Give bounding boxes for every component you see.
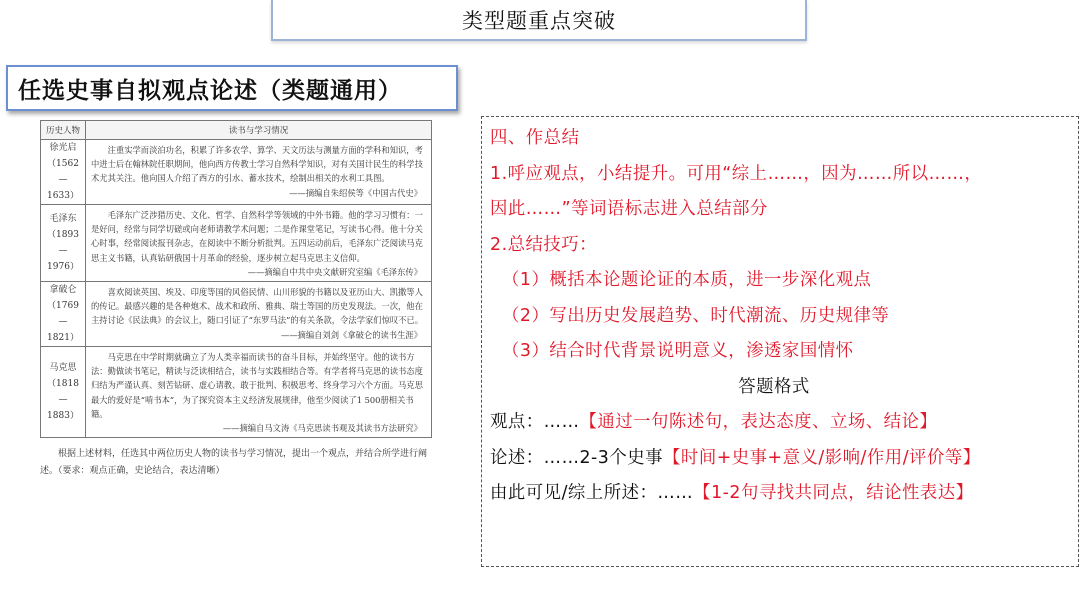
reading-cell — [86, 347, 432, 438]
reading-text: 毛泽东广泛涉猎历史、文化、哲学、自然科学等领域的中外书籍。他的学习习惯有：一是好问，经常与同学切磋或向老师请教学术问题；二是作课堂笔记，写读书心得。他十分关心时事，经常阅读报刊杂志，在阅读中不断分析批判。五四运动前后，毛泽东广泛阅读马克思主义书籍，认真钻研俄国十月革命的经验，逐步树立起马克思主义信仰。 — [91, 210, 423, 263]
reading-cell — [86, 282, 432, 347]
column-header-person: 历史人物 — [41, 121, 86, 140]
technique-3: （3）结合时代背景说明意义，渗透家国情怀 — [502, 341, 854, 361]
table-header-row — [41, 121, 432, 140]
format-label: 由此可见/综上所述：…… — [490, 483, 694, 503]
header-title: 类型题重点突破 — [462, 8, 616, 33]
format-title: 答题格式 — [738, 376, 810, 397]
history-table — [40, 120, 432, 438]
header-title-box — [271, 0, 807, 41]
technique-2: （2）写出历史发展趋势、时代潮流、历史规律等 — [502, 305, 890, 326]
table-row — [41, 205, 432, 282]
table-row — [41, 347, 432, 438]
person-name: 徐光启 （1562— 1633） — [41, 140, 86, 205]
summary-point-1-cont: 因此……”等词语标志进入总结部分 — [490, 199, 768, 219]
source-material — [40, 120, 432, 480]
format-hint: 【1-2句寻找共同点，结论性表达】 — [693, 483, 974, 503]
technique-1: （1）概括本论题论证的本质，进一步深化观点 — [502, 270, 872, 290]
reading-source: ——摘编自朱绍侯等《中国古代史》 — [289, 187, 422, 198]
reading-text: 喜欢阅读英国、埃及、印度等国的风俗民情、山川形貌的书籍以及亚历山大、凯撒等人的传记。最感兴趣的是各种炮术、战术和政所、雅典、瑞士等国的历史发现法。一次，他在主持讨论《民法典》的会议上，随口引证了“东罗马法”的有关条款，令法学家们惊叹不已。 — [91, 287, 424, 326]
section-title: 任选史事自拟观点论述（类题通用） — [18, 77, 402, 104]
person-name: 拿破仑 （1769— 1821） — [41, 282, 86, 347]
summary-point-1: 1.呼应观点，小结提升。可用“综上……，因为……所以……， — [490, 163, 983, 184]
summary-box — [481, 116, 1079, 567]
table-row — [41, 282, 432, 347]
format-hint: 【时间+史事+意义/影响/作用/评价等】 — [663, 447, 981, 468]
format-label: 观点：…… — [490, 412, 580, 432]
summary-heading: 四、作总结 — [490, 128, 580, 148]
question-text: 根据上述材料，任选其中两位历史人物的读书与学习情况，提出一个观点，并结合所学进行阐述。（要求：观点正确，史论结合，表达清晰） — [40, 449, 428, 477]
format-label: 论述：……2-3个史事 — [490, 447, 664, 468]
person-name: 马克思 （1818— 1883） — [41, 347, 86, 438]
reading-source: ——摘编自马文涛《马克思读书观及其读书方法研究》 — [222, 423, 422, 434]
reading-source: ——摘编自刘剑《拿破仑的读书生涯》 — [280, 329, 422, 340]
section-title-box — [6, 65, 458, 111]
reading-text: 马克思在中学时期就确立了为人类幸福而读书的奋斗目标，并始终坚守。他的读书方法：勤做读书笔记，精读与泛读相结合，读书与实践相结合等。有学者将马克思的读书态度归结为严谨认真、刻苦钻研、虚心请教、敢于批判、积极思考、终身学习六个方面。马克思最大的爱好是“啃书本”，为了探究资本主义经济发展规律，他至少阅读了1 500册相关书籍。 — [91, 352, 423, 419]
reading-text: 注重实学而淡泊功名，积累了许多农学、算学、天文历法与测量方面的学科和知识，考中进士后在翰林院任职期间，他向西方传教士学习自然科学知识，对有关国计民生的科学技术尤其关注。他向国人介绍了西方的引水、蓄水技术，绘制出相关的水利工具图。 — [91, 145, 423, 184]
table-row — [41, 140, 432, 205]
summary-point-2: 2.总结技巧： — [490, 234, 598, 255]
format-line-conclusion — [490, 476, 1078, 512]
reading-cell — [86, 140, 432, 205]
format-line-viewpoint — [490, 405, 1078, 441]
reading-source: ——摘编自中共中央文献研究室编《毛泽东传》 — [247, 266, 422, 277]
reading-cell — [86, 205, 432, 282]
format-line-argument — [490, 441, 1078, 477]
format-hint: 【通过一句陈述句，表达态度、立场、结论】 — [579, 412, 938, 432]
person-name: 毛泽东 （1893— 1976） — [41, 205, 86, 282]
column-header-reading: 读书与学习情况 — [86, 121, 432, 140]
